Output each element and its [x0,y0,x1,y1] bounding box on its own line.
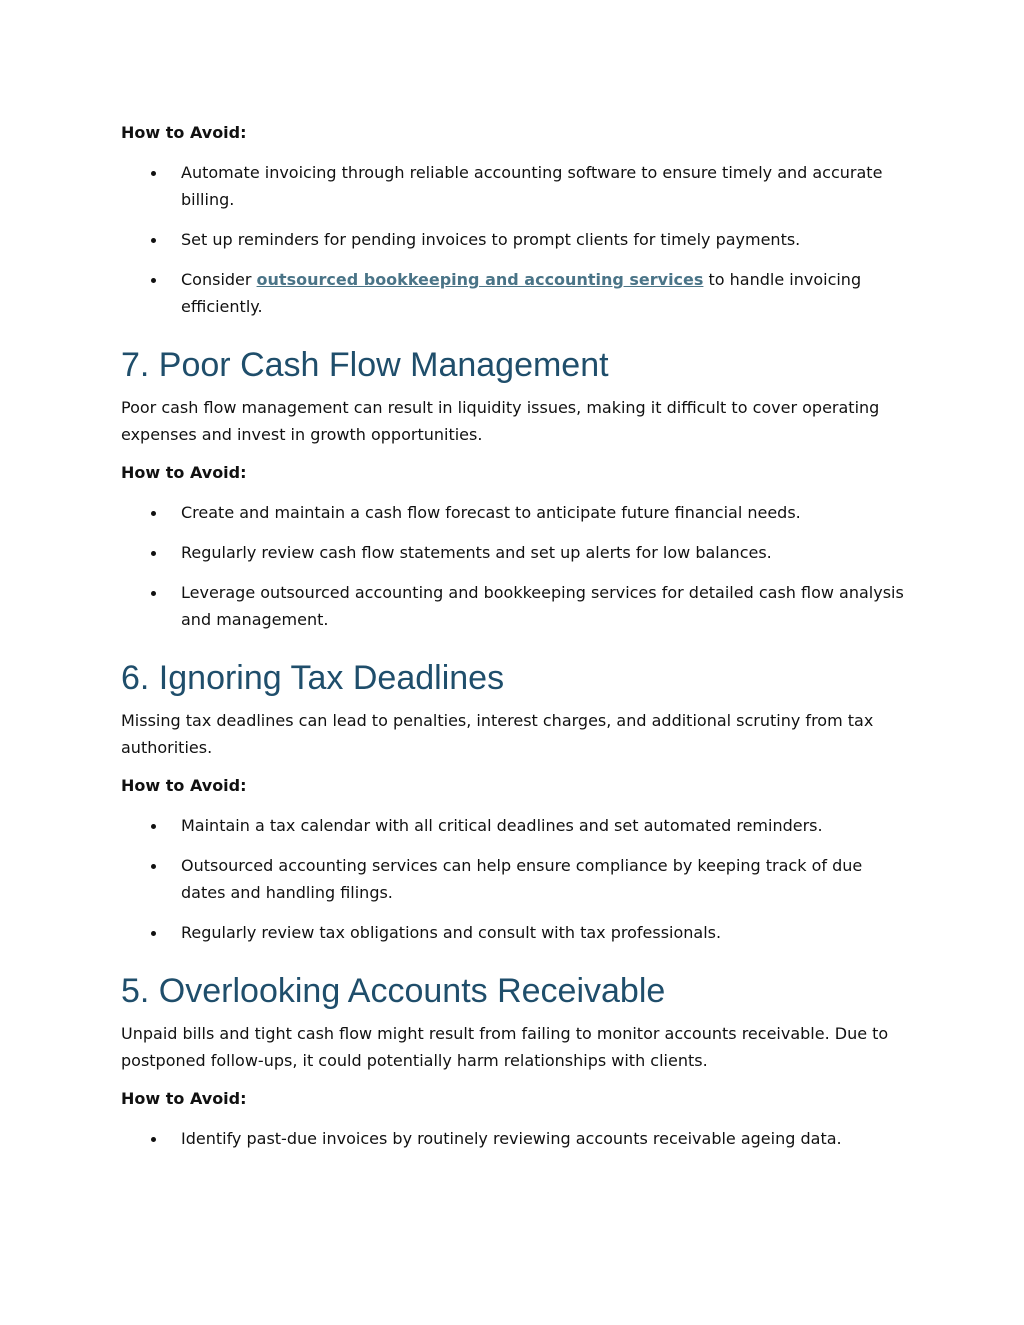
list-item-text: Regularly review cash flow statements and set up alerts for low balances. [181,543,772,562]
list-item [121,159,911,213]
how-to-avoid-label: How to Avoid: [121,123,247,142]
how-to-avoid-label: How to Avoid: [121,463,247,482]
list-item [121,499,911,526]
section-body: Unpaid bills and tight cash flow might result from failing to monitor accounts receivable. Due to postponed follow-ups, it could potentially harm relationships with clients. [121,1024,889,1070]
bullet-list [121,1125,911,1152]
bullet-icon [151,171,156,176]
bullet-icon [151,1137,156,1142]
list-item-text: Leverage outsourced accounting and bookkeeping services for detailed cash flow analysis and management. [181,583,904,629]
bullet-icon [151,511,156,516]
list-item [121,812,911,839]
list-item-text: Maintain a tax calendar with all critical deadlines and set automated reminders. [181,816,823,835]
bullet-icon [151,591,156,596]
list-item-text: Set up reminders for pending invoices to prompt clients for timely payments. [181,230,801,249]
list-item-suffix: to handle invoicing efficiently. [181,270,862,316]
list-item [121,919,911,946]
section-title: 7. Poor Cash Flow Management [121,346,609,384]
list-item [121,266,911,320]
list-item-text: Regularly review tax obligations and consult with tax professionals. [181,923,722,942]
list-item [121,539,911,566]
section-title: 5. Overlooking Accounts Receivable [121,972,666,1010]
bullet-list [121,499,911,633]
how-to-avoid-label: How to Avoid: [121,776,247,795]
bullet-list [121,812,911,946]
list-item [121,852,911,906]
list-item-prefix: Consider [181,270,257,289]
list-item-text: Automate invoicing through reliable accounting software to ensure timely and accurate billing. [181,163,883,209]
list-item [121,579,911,633]
section-title: 6. Ignoring Tax Deadlines [121,659,505,697]
list-item-text: Outsourced accounting services can help ensure compliance by keeping track of due dates and handling filings. [181,856,863,902]
bullet-list [121,159,911,320]
section-body: Poor cash flow management can result in liquidity issues, making it difficult to cover operating expenses and invest in growth opportunities. [121,398,880,444]
list-item-text: Identify past-due invoices by routinely reviewing accounts receivable ageing data. [181,1129,842,1148]
list-item-text: Create and maintain a cash flow forecast to anticipate future financial needs. [181,503,801,522]
bullet-icon [151,864,156,869]
outsourced-services-link[interactable]: outsourced bookkeeping and accounting services [256,270,704,289]
how-to-avoid-label: How to Avoid: [121,1089,247,1108]
bullet-icon [151,824,156,829]
document-page [121,120,911,1152]
bullet-icon [151,238,156,243]
section-body: Missing tax deadlines can lead to penalties, interest charges, and additional scrutiny from tax authorities. [121,711,874,757]
bullet-icon [151,551,156,556]
bullet-icon [151,931,156,936]
bullet-icon [151,278,156,283]
list-item [121,226,911,253]
list-item [121,1125,911,1152]
